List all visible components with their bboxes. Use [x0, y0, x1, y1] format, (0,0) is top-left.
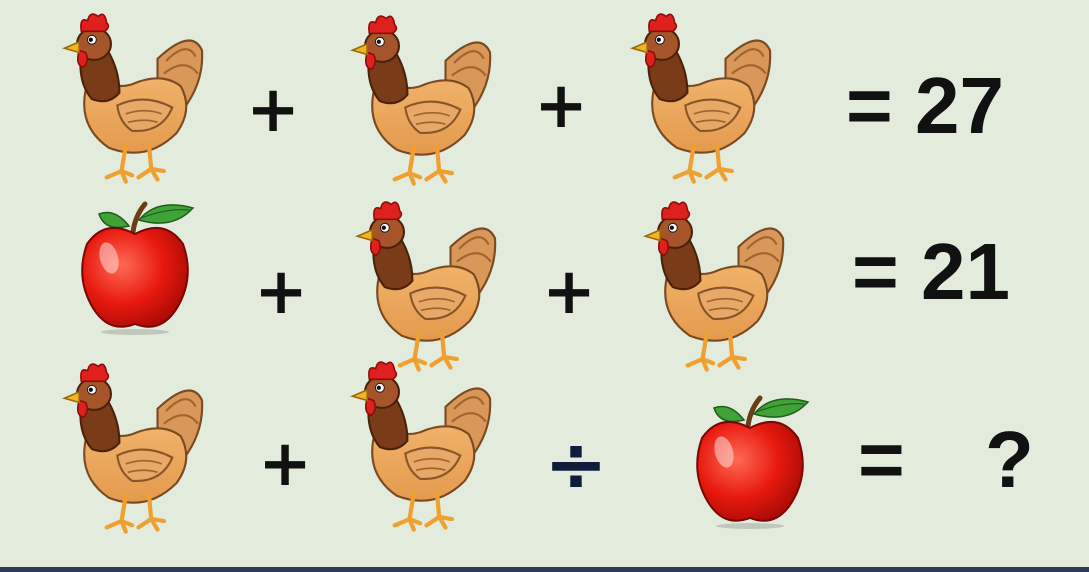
result-value: 21 [920, 227, 1010, 316]
apple-icon [75, 196, 195, 336]
hen-icon [636, 196, 786, 376]
plus-operator: + [258, 427, 312, 501]
hen-icon [55, 358, 205, 538]
result-value: 27 [914, 61, 1004, 150]
divide-operator: ÷ [544, 419, 608, 508]
equation-result-row-3 [858, 415, 1034, 504]
plus-operator: + [254, 255, 308, 329]
plus-operator: + [246, 73, 300, 147]
equation-result-row-2 [852, 227, 1010, 316]
hen-icon [623, 8, 773, 188]
plus-operator: + [534, 69, 588, 143]
hen-icon [343, 356, 493, 536]
apple-icon [690, 390, 810, 530]
equals-sign: = [852, 227, 899, 316]
equals-sign: = [858, 415, 905, 504]
hen-icon [55, 8, 205, 188]
equals-sign: = [846, 61, 893, 150]
hen-icon [348, 196, 498, 376]
hen-icon [343, 10, 493, 190]
equation-result-row-1 [846, 61, 1004, 150]
unknown-result: ? [984, 415, 1034, 504]
bottom-bar [0, 567, 1089, 572]
plus-operator: + [542, 255, 596, 329]
